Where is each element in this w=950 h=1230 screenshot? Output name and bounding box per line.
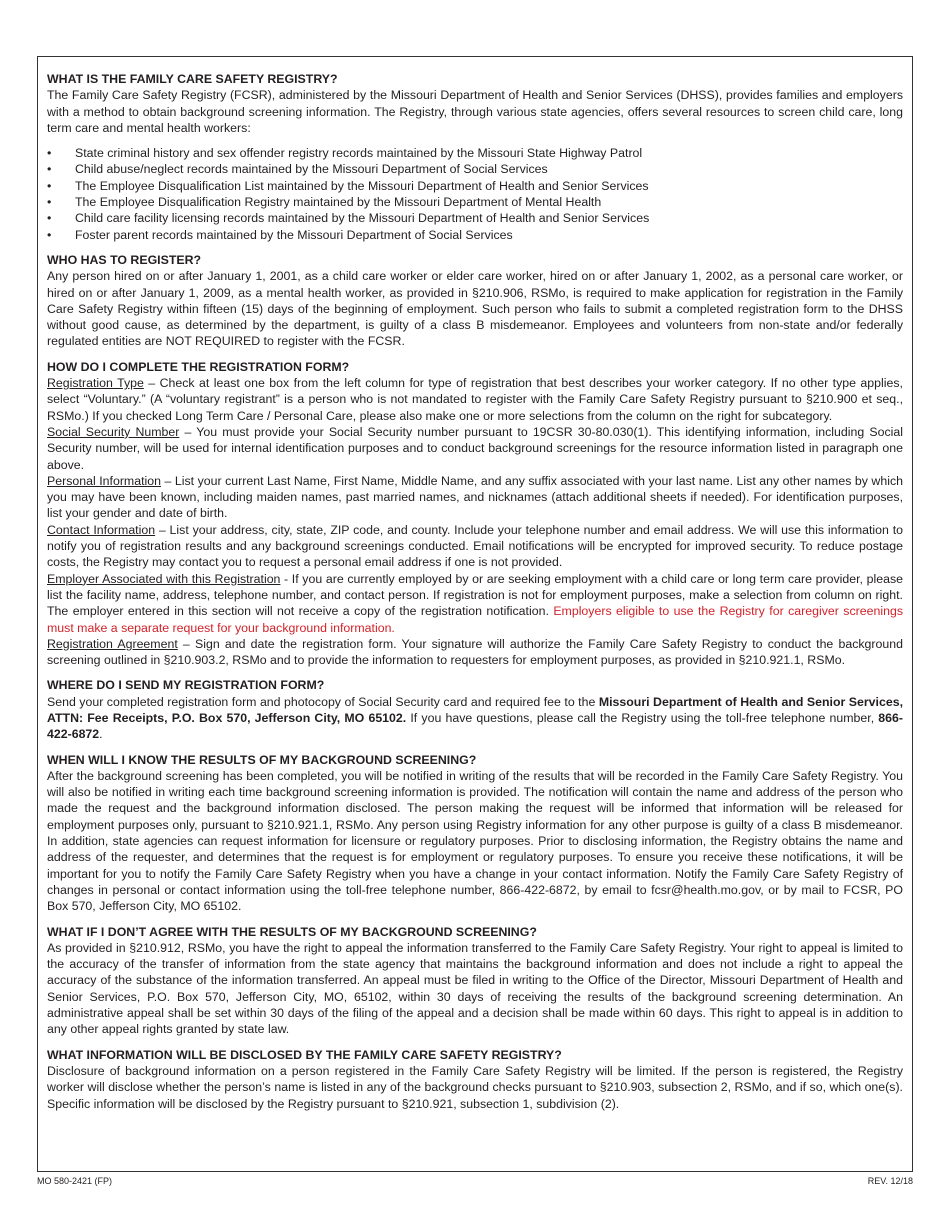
section-body: Any person hired on or after January 1, 2001, as a child care worker or elder care worker, hired on or after January 1, 2002, as a personal care worker, or hired on or after January 1, 2009, as a mental health worker, as provided in §210.906, RSMo, is required to make application for registration in the Family Care Safety Registry within fifteen (15) days of the beginning of employment. Such person who fails to submit a completed registration form to the DHSS without good cause, as determined by the department, is guilty of a class B misdemeanor. Employees and volunteers from non-state and/or federally regulated entities are NOT REQUIRED to register with the FCSR. <box>47 269 903 349</box>
section-body: Disclosure of background information on a person registered in the Family Care Safety Registry will be limited. If the person is registered, the Registry worker will disclose whether the person’s name is listed in any of the background checks pursuant to §210.903, subsection 2, RSMo, and if so, which one(s). Specific information will be disclosed by the Registry pursuant to §210.921, subsection 1, subdivision (2). <box>47 1063 903 1111</box>
section-body: Send your completed registration form and photocopy of Social Security card and required fee to the Missouri Department of Health and Senior Services, ATTN: Fee Receipts, P.O. Box 570, Jefferson City, MO 65102. If you have questions, please call the Registry using the toll-free telephone number, 866-422-6872. <box>47 694 904 742</box>
section-when-results <box>47 752 903 915</box>
section-where-to-send <box>47 677 903 742</box>
resource-list <box>47 145 903 243</box>
section-who-has-to-register <box>47 252 903 350</box>
page-frame <box>37 56 913 1172</box>
section-appeal <box>47 924 903 1038</box>
section-heading: WHERE DO I SEND MY REGISTRATION FORM? <box>47 678 325 693</box>
section-disclosure <box>47 1047 903 1112</box>
list-item: • Foster parent records maintained by the Missouri Department of Social Services <box>47 227 513 242</box>
list-item: • The Employee Disqualification Registry maintained by the Missouri Department of Mental Health <box>47 195 602 210</box>
section-heading: WHAT IS THE FAMILY CARE SAFETY REGISTRY? <box>47 72 338 86</box>
bullet: • <box>47 146 52 161</box>
employer-paragraph: Employer Associated with this Registration - If you are currently employed by or are seeking employment with a child care or long term care provider, please list the facility name, address, telephone number, and contact person. If registration is not for employment purposes, make a selection from column on right. The employer entered in this section will not receive a copy of the registration notification. Employers eligible to use the Registry for caregiver screenings must make a separate request for your background information. <box>47 571 903 635</box>
bullet: • <box>47 195 52 210</box>
revision-date: REV. 12/18 <box>867 1176 913 1186</box>
personal-information-paragraph: Personal Information – List your current Last Name, First Name, Middle Name, and any suffix associated with your last name. List any other names by which you may have been known, including maiden names, past married names, and nicknames (attach additional sheets if needed). For identification purposes, list your gender and date of birth. <box>47 473 903 521</box>
section-heading: HOW DO I COMPLETE THE REGISTRATION FORM? <box>47 359 350 374</box>
mailing-address: Missouri Department of Health and Senior Services, ATTN: Fee Receipts, P.O. Box 570, Jefferson City, MO 65102. <box>47 694 903 725</box>
section-what-is-fcsr <box>47 71 903 243</box>
form-number: MO 580-2421 (FP) <box>37 1176 113 1186</box>
section-heading: WHEN WILL I KNOW THE RESULTS OF MY BACKGROUND SCREENING? <box>47 752 477 767</box>
contact-information-paragraph: Contact Information – List your address, city, state, ZIP code, and county. Include your telephone number and email address. We will use this information to notify you of registration results and any background screenings conducted. Email notifications will be encrypted for improved security. To reduce postage costs, the Registry may contact you to request a personal email address if one is not provided. <box>47 522 903 570</box>
bullet: • <box>47 211 52 226</box>
list-item: • The Employee Disqualification List maintained by the Missouri Department of Health and Senior Services <box>47 178 649 193</box>
registration-type-paragraph: Registration Type – Check at least one box from the left column for type of registration that best describes your worker category. If no other type applies, select “Voluntary.” (A “voluntary registrant” is a person who is not mandated to register with the Family Care Safety Registry pursuant to §210.900 et seq., RSMo.) If you checked Long Term Care / Personal Care, please also make one or more selections from the column on the right for subcategory. <box>47 376 903 423</box>
ssn-paragraph: Social Security Number – You must provide your Social Security number pursuant to 19CSR 30-80.030(1). This identifying information, including Social Security number, will be used for internal identification purposes and to conduct background screenings for the resource information listed in paragraph one above. <box>47 424 903 472</box>
section-how-to-complete <box>47 359 903 669</box>
section-heading: WHAT IF I DON’T AGREE WITH THE RESULTS OF MY BACKGROUND SCREENING? <box>47 924 537 939</box>
registration-agreement-paragraph: Registration Agreement – Sign and date the registration form. Your signature will authorize the Family Care Safety Registry to conduct the background screening outlined in §210.903.2, RSMo and to provide the information to requesters for employment purposes, as provided in §210.921.1, RSMo. <box>47 636 903 668</box>
bullet: • <box>47 162 52 177</box>
employer-warning: Employers eligible to use the Registry for caregiver screenings must make a separate request for your background information. <box>47 604 903 635</box>
phone-number: 866-422-6872 <box>47 710 904 742</box>
list-item: • Child care facility licensing records maintained by the Missouri Department of Health and Senior Services <box>47 211 650 226</box>
section-heading: WHAT INFORMATION WILL BE DISCLOSED BY THE FAMILY CARE SAFETY REGISTRY? <box>47 1047 562 1062</box>
document-content <box>47 71 903 1112</box>
section-body: As provided in §210.912, RSMo, you have the right to appeal the information transferred to the Family Care Safety Registry. Your right to appeal is limited to the accuracy of the transfer of information from the state agency that maintains the background information and does not include a right to appeal the accuracy of the substance of the information transferred. An appeal must be filed in writing to the Office of the Director, Missouri Department of Health and Senior Services, P.O. Box 570, Jefferson City, MO, 65102, within 30 days of receiving the results of the background screening determination. An administrative appeal shall be set within 30 days of the filing of the appeal and a decision shall be made within 60 days. This right to appeal is in addition to any other appeal rights granted by state law. <box>47 940 903 1037</box>
section-body: The Family Care Safety Registry (FCSR), administered by the Missouri Department of Health and Senior Services (DHSS), provides families and employers with a method to obtain background screening information. The Registry, through various state agencies, offers several resources to screen child care, long term care and mental health workers: <box>47 88 903 135</box>
list-item: • Child abuse/neglect records maintained by the Missouri Department of Social Services <box>47 162 548 177</box>
section-heading: WHO HAS TO REGISTER? <box>47 252 202 267</box>
section-body: After the background screening has been completed, you will be notified in writing of the results that will be recorded in the Family Care Safety Registry. You will also be notified in writing each time background screening information is provided. The notification will contain the name and address of the person who made the request and the background information disclosed. The person making the request will be informed that information will be released for employment purposes only, pursuant to §210.921.1, RSMo. Any person using Registry information for any other purpose is guilty of a class B misdemeanor. In addition, state agencies can request information for licensure or regulatory purposes. Prior to disclosing information, the Registry obtains the name and address of the requester, and determines that the request is for employment or regulatory purposes. To ensure you receive these notifications, it will be important for you to notify the Family Care Safety Registry when you have a change in your contact information. Notify the Family Care Safety Registry of changes in personal or contact information using the toll-free telephone number, 866-422-6872, by email to fcsr@health.mo.gov, or by mail to FCSR, PO Box 570, Jefferson City, MO 65102. <box>47 768 903 914</box>
bullet: • <box>47 227 52 242</box>
list-item: • State criminal history and sex offender registry records maintained by the Missouri State Highway Patrol <box>47 146 643 161</box>
bullet: • <box>47 178 52 193</box>
